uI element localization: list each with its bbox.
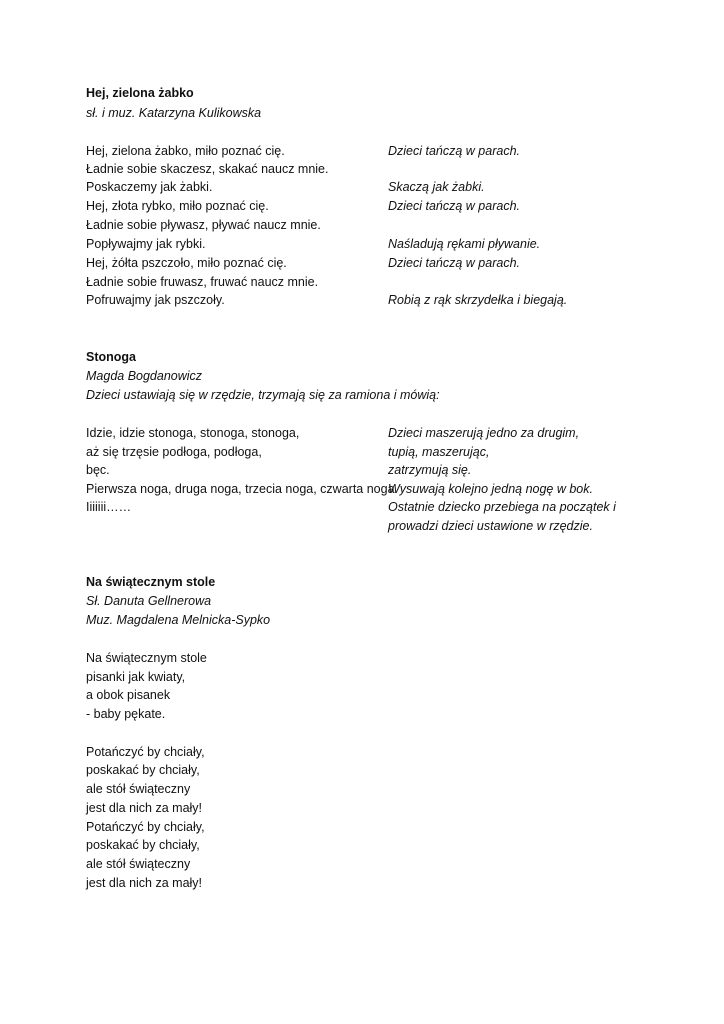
song3-stanza2-line-8: jest dla nich za mały! [86,876,203,890]
song3-stanza2-line-6: poskakać by chciały, [86,838,200,852]
song3-stanza2-line-3: ale stół świąteczny [86,782,191,796]
song1-action-1: Dzieci tańczą w parach. [388,144,521,158]
song2-action-1: Dzieci maszerują jedno za drugim, [388,426,580,440]
song3-stanza2-line-7: ale stół świąteczny [86,857,191,871]
song1-action-5: Dzieci tańczą w parach. [388,256,521,270]
song1-lyric-7: Hej, żółta pszczoło, miło poznać cię. [86,256,287,270]
song1-lyric-5: Ładnie sobie pływasz, pływać naucz mnie. [86,218,321,232]
song3-composer: Muz. Magdalena Melnicka-Sypko [86,613,271,627]
song3-lyricist: Sł. Danuta Gellnerowa [86,594,212,608]
song3-stanza2-line-4: jest dla nich za mały! [86,801,203,815]
song2-title: Stonoga [86,350,136,364]
song1-action-6: Robią z rąk skrzydełka i biegają. [388,293,568,307]
song2-action-2: tupią, maszerując, [388,445,490,459]
song3-stanza2-line-5: Potańczyć by chciały, [86,820,205,834]
song1-author: sł. i muz. Katarzyna Kulikowska [86,106,262,120]
song1-action-2: Skaczą jak żabki. [388,180,485,194]
song2-lyric-5: Iiiiiii…… [86,500,132,514]
song2-action-5: Ostatnie dziecko przebiega na początek i [388,500,616,514]
song1-action-3: Dzieci tańczą w parach. [388,199,521,213]
song1-lyric-1: Hej, zielona żabko, miło poznać cię. [86,144,285,158]
song2-lyric-3: bęc. [86,463,110,477]
song1-lyric-6: Popływajmy jak rybki. [86,237,206,251]
song1-title: Hej, zielona żabko [86,86,194,100]
song1-lyric-8: Ładnie sobie fruwasz, fruwać naucz mnie. [86,275,319,289]
song2-action-3: zatrzymują się. [388,463,472,477]
song2-intro: Dzieci ustawiają się w rzędzie, trzymają się za ramiona i mówią: [86,388,440,402]
song3-stanza2-line-1: Potańczyć by chciały, [86,745,205,759]
song2-action-4: Wysuwają kolejno jedną nogę w bok. [388,482,593,496]
song2-lyric-1: Idzie, idzie stonoga, stonoga, stonoga, [86,426,300,440]
song3-title: Na świątecznym stole [86,575,216,589]
song1-action-4: Naśladują rękami pływanie. [388,237,541,251]
song2-action-6: prowadzi dzieci ustawione w rzędzie. [388,519,593,533]
song3-stanza1-line-2: pisanki jak kwiaty, [86,670,186,684]
song2-lyric-4: Pierwsza noga, druga noga, trzecia noga, czwarta noga [86,482,395,496]
song3-stanza1-line-3: a obok pisanek [86,688,171,702]
song3-stanza1-line-4: - baby pękate. [86,707,166,721]
song3-stanza2-line-2: poskakać by chciały, [86,763,200,777]
song1-lyric-4: Hej, złota rybko, miło poznać cię. [86,199,269,213]
song1-lyric-3: Poskaczemy jak żabki. [86,180,213,194]
song1-lyric-9: Pofruwajmy jak pszczoły. [86,293,225,307]
song2-author: Magda Bogdanowicz [86,369,203,383]
song3-stanza1-line-1: Na świątecznym stole [86,651,207,665]
song2-lyric-2: aż się trzęsie podłoga, podłoga, [86,445,262,459]
song1-lyric-2: Ładnie sobie skaczesz, skakać naucz mnie. [86,162,329,176]
